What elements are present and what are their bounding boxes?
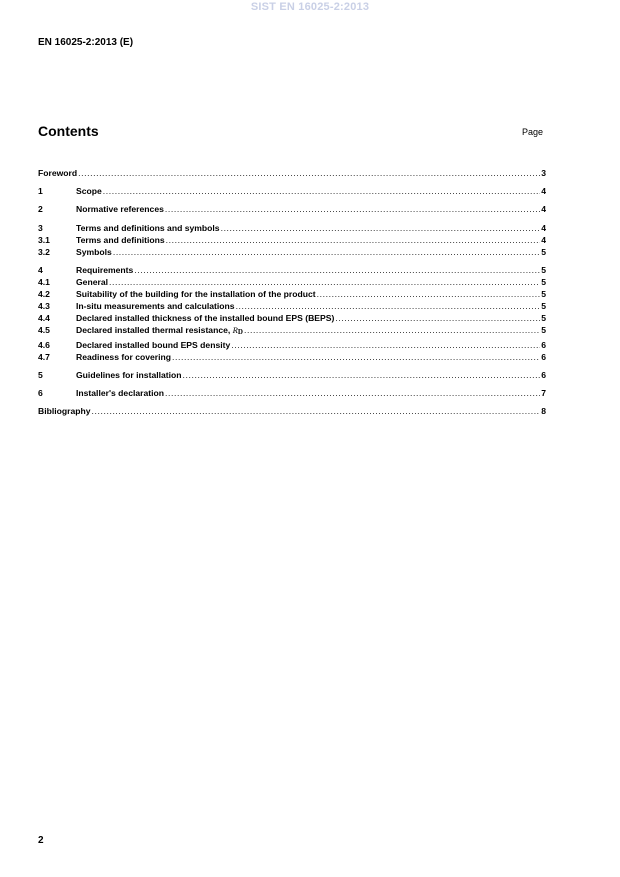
toc-entry-title: General — [76, 277, 109, 287]
toc-entry-4-2[interactable] — [38, 289, 546, 300]
toc-entry-page: 5 — [541, 277, 546, 287]
dot-leader — [134, 265, 540, 276]
toc-entry-number: 2 — [38, 204, 43, 214]
symbol-letter: R — [232, 325, 238, 335]
dot-leader — [244, 325, 540, 336]
toc-entry-page: 5 — [541, 325, 546, 335]
toc-entry-5[interactable] — [38, 370, 546, 381]
toc-entry-4[interactable] — [38, 265, 546, 276]
toc-entry-title: Declared installed thickness of the installed bound EPS (BEPS) — [76, 313, 335, 323]
dot-leader — [221, 223, 541, 234]
toc-entry-page: 5 — [541, 289, 546, 299]
watermark: SIST EN 16025-2:2013 — [250, 1, 370, 13]
dot-leader — [335, 313, 540, 324]
dot-leader — [166, 235, 541, 246]
toc-entry-page: 8 — [541, 406, 546, 416]
toc-entry-page: 5 — [541, 313, 546, 323]
contents-heading: Contents — [38, 123, 99, 139]
dot-leader — [183, 370, 541, 381]
toc-entry-3[interactable] — [38, 223, 546, 234]
toc-entry-number: 4.5 — [38, 325, 50, 335]
toc-entry-title: Declared installed thermal resistance, — [76, 325, 231, 335]
dot-leader — [236, 301, 541, 312]
toc-entry-title: Declared installed bound EPS density — [76, 340, 231, 350]
symbol-subscript: D — [237, 328, 243, 336]
document-id: EN 16025-2:2013 (E) — [38, 37, 134, 48]
dot-leader — [92, 406, 541, 417]
toc-entry-title: Readiness for covering — [76, 352, 172, 362]
toc-entry-number: 4.4 — [38, 313, 50, 323]
toc-entry-page: 5 — [541, 247, 546, 257]
toc-entry-title: Foreword — [38, 168, 78, 178]
dot-leader — [103, 186, 540, 197]
toc-entry-number: 4.3 — [38, 301, 50, 311]
toc-entry-title: Bibliography — [38, 406, 91, 416]
toc-entry-number: 1 — [38, 186, 43, 196]
toc-entry-page: 6 — [541, 352, 546, 362]
toc-entry-4-4[interactable] — [38, 313, 546, 324]
toc-entry-page: 3 — [541, 168, 546, 178]
toc-entry-title: Suitability of the building for the installation of the product — [76, 289, 316, 299]
toc-entry-title: Scope — [76, 186, 102, 196]
toc-entry-title: In-situ measurements and calculations — [76, 301, 235, 311]
toc-entry-foreword[interactable] — [38, 168, 546, 179]
toc-entry-number: 3.2 — [38, 247, 50, 257]
page-number: 2 — [38, 835, 44, 846]
toc-entry-title: Symbols — [76, 247, 112, 257]
symbol-r-d — [230, 325, 243, 338]
toc-entry-number: 3 — [38, 223, 43, 233]
dot-leader — [113, 247, 540, 258]
toc-entry-number: 4 — [38, 265, 43, 275]
toc-entry-4-3[interactable] — [38, 301, 546, 312]
toc-entry-page: 5 — [541, 301, 546, 311]
dot-leader — [109, 277, 540, 288]
dot-leader — [231, 340, 540, 351]
toc-entry-title: Installer's declaration — [76, 388, 165, 398]
toc-entry-number: 4.2 — [38, 289, 50, 299]
dot-leader — [165, 388, 540, 399]
toc-entry-4-5[interactable] — [38, 325, 546, 336]
toc-entry-page: 6 — [541, 370, 546, 380]
toc-entry-bibliography[interactable] — [38, 406, 546, 417]
toc-entry-page: 4 — [541, 204, 546, 214]
toc-entry-page: 4 — [541, 186, 546, 196]
dot-leader — [172, 352, 540, 363]
toc-entry-page: 6 — [541, 340, 546, 350]
toc-entry-number: 6 — [38, 388, 43, 398]
toc-entry-number: 5 — [38, 370, 43, 380]
toc-entry-4-1[interactable] — [38, 277, 546, 288]
toc-entry-title: Terms and definitions and symbols — [76, 223, 220, 233]
toc-entry-number: 4.1 — [38, 277, 50, 287]
page-column-label: Page — [522, 127, 544, 137]
toc-entry-3-1[interactable] — [38, 235, 546, 246]
toc-entry-6[interactable] — [38, 388, 546, 399]
toc-entry-4-6[interactable] — [38, 340, 546, 351]
toc-entry-number: 4.6 — [38, 340, 50, 350]
toc-entry-page: 4 — [541, 223, 546, 233]
toc-entry-number: 4.7 — [38, 352, 50, 362]
toc-entry-title: Normative references — [76, 204, 164, 214]
toc-entry-4-7[interactable] — [38, 352, 546, 363]
dot-leader — [78, 168, 540, 179]
toc-entry-title: Terms and definitions — [76, 235, 165, 245]
dot-leader — [317, 289, 541, 300]
toc-entry-number: 3.1 — [38, 235, 50, 245]
toc-entry-page: 4 — [541, 235, 546, 245]
dot-leader — [165, 204, 540, 215]
toc-entry-title: Requirements — [76, 265, 134, 275]
toc-entry-page: 7 — [541, 388, 546, 398]
toc-entry-3-2[interactable] — [38, 247, 546, 258]
toc-entry-title: Guidelines for installation — [76, 370, 182, 380]
toc-entry-page: 5 — [541, 265, 546, 275]
toc-entry-1[interactable] — [38, 186, 546, 197]
toc-entry-2[interactable] — [38, 204, 546, 215]
